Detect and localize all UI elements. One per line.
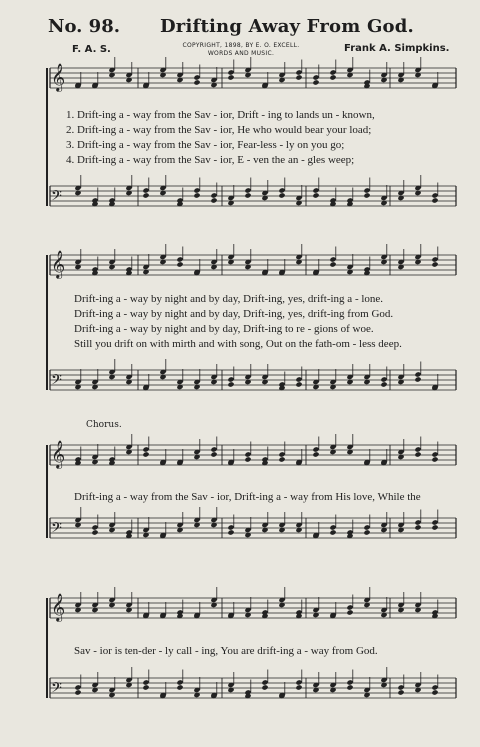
verse-2-line-a: 2. Drift-ing a - way from the Sav - ior, He who would bear your load; bbox=[66, 124, 372, 136]
treble-clef-icon: 𝄞 bbox=[51, 250, 66, 278]
verse-2-line-b: Drift-ing a - way by night and by day, Drift-ing, yes, drift-ing from God. bbox=[74, 308, 394, 320]
bass-clef-icon: 𝄢 bbox=[51, 680, 62, 700]
note-head bbox=[346, 684, 353, 690]
note-head bbox=[295, 381, 302, 387]
note-head bbox=[414, 451, 421, 457]
note-head bbox=[329, 74, 336, 80]
treble-clef-icon: 𝄞 bbox=[51, 63, 66, 91]
note-head bbox=[431, 689, 438, 695]
note-head bbox=[312, 192, 319, 198]
verse-3-line-b: Drift-ing a - way by night and by day, Drift-ing to re - gions of woe. bbox=[74, 323, 374, 335]
bass-clef-icon: 𝄢 bbox=[51, 372, 62, 392]
chorus-line-2: Sav - ior is ten-der - ly call - ing, You are drift-ing a - way from God. bbox=[74, 645, 378, 657]
words-and-music-line: WORDS AND MUSIC. bbox=[207, 50, 275, 57]
note-head bbox=[363, 192, 370, 198]
note-head bbox=[210, 197, 217, 203]
note-head bbox=[431, 197, 438, 203]
note-head bbox=[329, 529, 336, 535]
copyright-line: COPYRIGHT, 1898, BY E. O. EXCELL. bbox=[182, 42, 300, 49]
note-head bbox=[142, 684, 149, 690]
note-head bbox=[244, 192, 251, 198]
note-head bbox=[346, 609, 353, 615]
bass-clef-icon: 𝄢 bbox=[51, 520, 62, 540]
note-head bbox=[193, 79, 200, 85]
note-head bbox=[210, 451, 217, 457]
note-head bbox=[142, 451, 149, 457]
copyright-notice bbox=[176, 42, 306, 58]
note-head bbox=[295, 684, 302, 690]
note-head bbox=[227, 381, 234, 387]
note-head bbox=[414, 376, 421, 382]
note-head bbox=[227, 74, 234, 80]
note-head bbox=[142, 192, 149, 198]
chorus-label: Chorus. bbox=[86, 420, 122, 430]
chorus-line-1: Drift-ing a - way from the Sav - ior, Drift-ing a - way from His love, While the bbox=[74, 491, 421, 503]
note-head bbox=[431, 261, 438, 267]
treble-clef-icon: 𝄞 bbox=[51, 440, 66, 468]
note-head bbox=[397, 689, 404, 695]
hymn-number: No. 98. bbox=[48, 16, 120, 37]
note-head bbox=[176, 261, 183, 267]
note-head bbox=[278, 456, 285, 462]
note-head bbox=[193, 192, 200, 198]
note-head bbox=[431, 456, 438, 462]
note-head bbox=[295, 74, 302, 80]
verse-4-line-b: Still you drift on with mirth and with song, Out on the fath-om - less deep. bbox=[74, 338, 402, 350]
note-head bbox=[363, 529, 370, 535]
note-head bbox=[227, 529, 234, 535]
note-head bbox=[414, 524, 421, 530]
verse-4-line-a: 4. Drift-ing a - way from the Sav - ior, E - ven the an - gles weep; bbox=[66, 154, 355, 166]
note-head bbox=[312, 451, 319, 457]
bass-clef-icon: 𝄢 bbox=[51, 188, 62, 208]
note-head bbox=[261, 684, 268, 690]
note-head bbox=[278, 192, 285, 198]
note-head bbox=[380, 381, 387, 387]
note-head bbox=[74, 689, 81, 695]
composer-credit: Frank A. Simpkins. bbox=[344, 43, 450, 54]
note-head bbox=[176, 684, 183, 690]
note-head bbox=[91, 529, 98, 535]
note-head bbox=[329, 261, 336, 267]
note-head bbox=[244, 456, 251, 462]
treble-clef-icon: 𝄞 bbox=[51, 593, 66, 621]
verse-3-line-a: 3. Drift-ing a - way from the Sav - ior, Fear-less - ly on you go; bbox=[66, 139, 345, 151]
note-head bbox=[431, 524, 438, 530]
hymn-title: Drifting Away From God. bbox=[160, 16, 414, 37]
verse-1-line-b: Drift-ing a - way by night and by day, Drift-ing, yes, drift-ing a - lone. bbox=[74, 293, 384, 305]
lyricist-credit: F. A. S. bbox=[72, 44, 111, 55]
note-head bbox=[312, 79, 319, 85]
verse-1-line-a: 1. Drift-ing a - way from the Sav - ior, Drift - ing to lands un - known, bbox=[66, 109, 375, 121]
